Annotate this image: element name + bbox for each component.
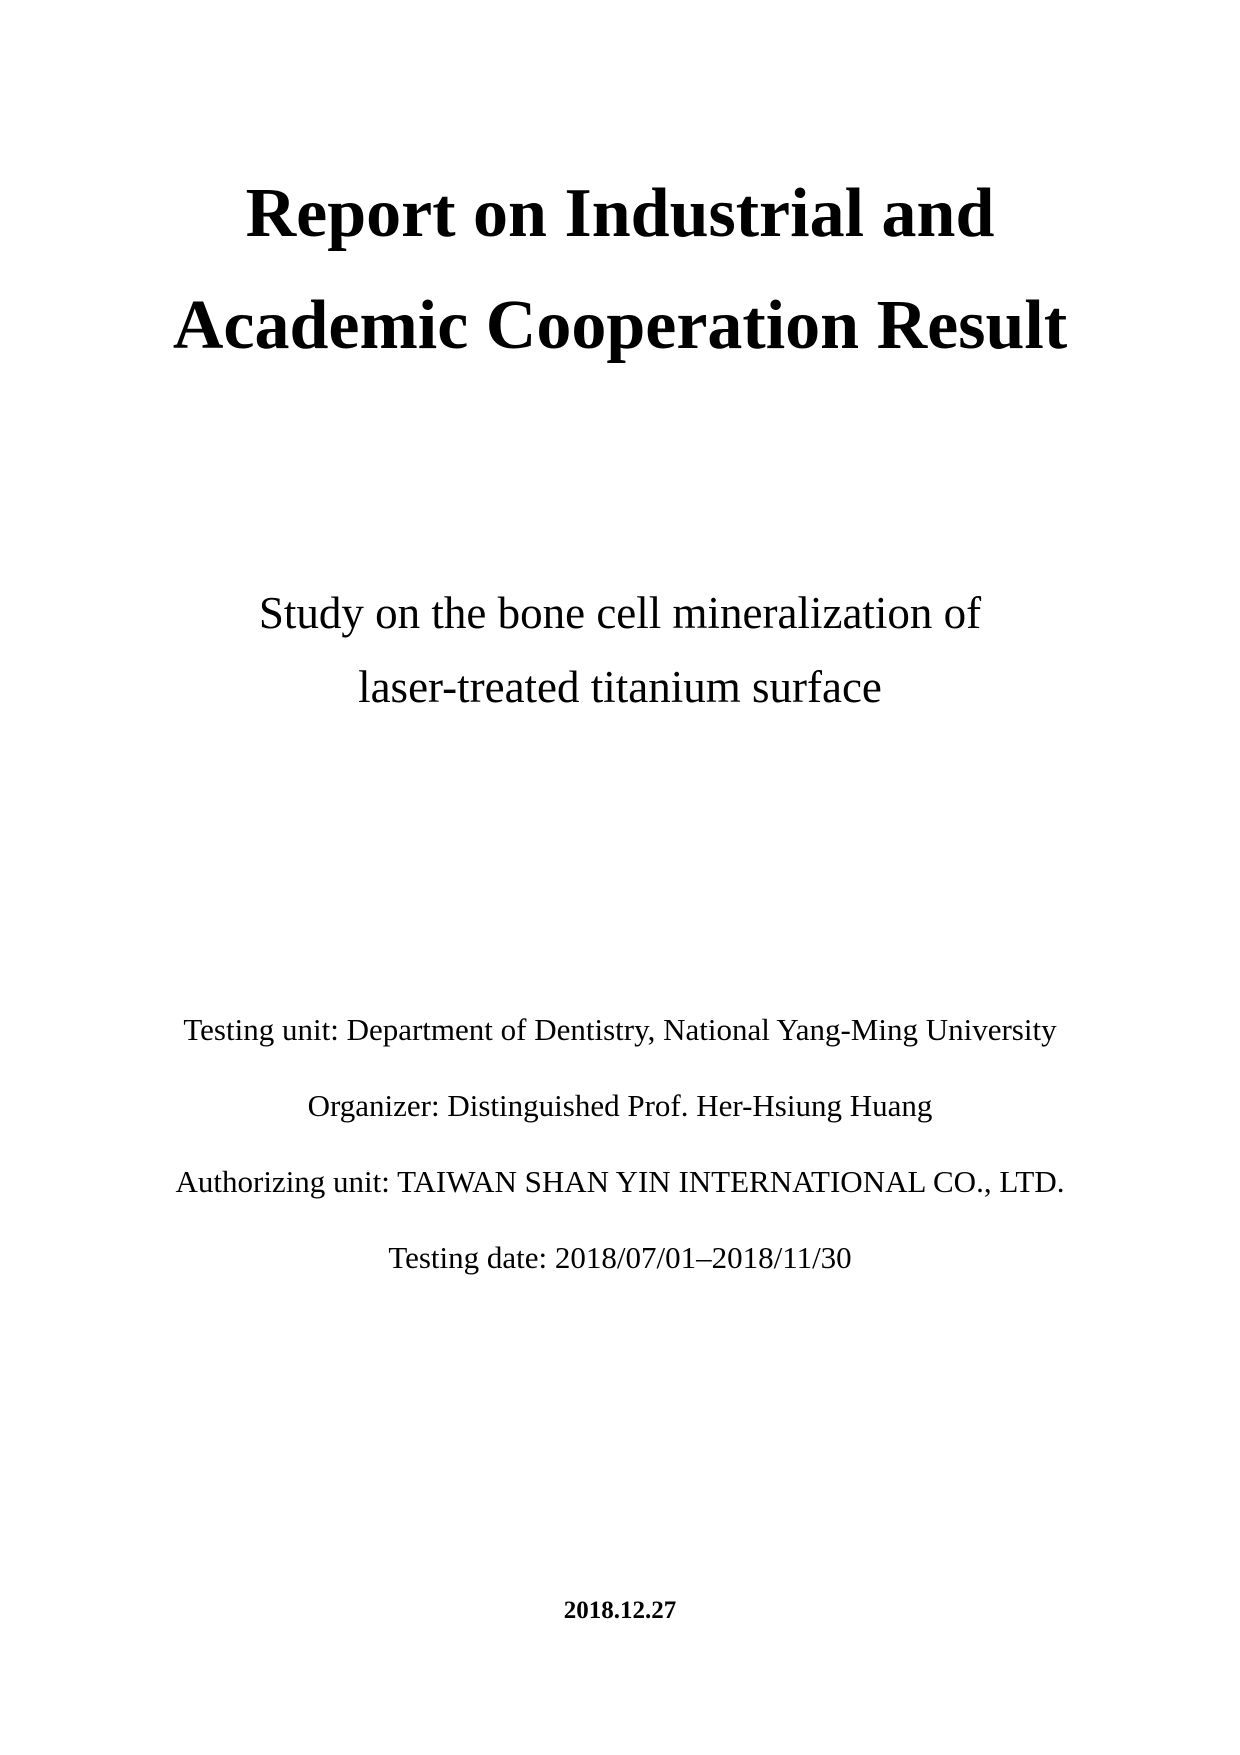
study-subtitle-line-1: Study on the bone cell mineralization of [258,588,982,638]
testing-unit-line: Testing unit: Department of Dentistry, National Yang-Ming University [183,1012,1057,1047]
report-title-line-2: Academic Cooperation Result [172,287,1068,364]
report-title-line-1: Report on Industrial and [245,175,995,252]
study-subtitle-line-2: laser-treated titanium surface [358,662,882,712]
study-subtitle [0,576,1240,724]
report-info [0,992,1240,1296]
organizer-line: Organizer: Distinguished Prof. Her-Hsiung Huang [307,1088,933,1123]
authorizing-unit-line: Authorizing unit: TAIWAN SHAN YIN INTERNATIONAL CO., LTD. [175,1164,1065,1199]
report-date: 2018.12.27 [563,1597,677,1624]
testing-date-line: Testing date: 2018/07/01–2018/11/30 [388,1240,852,1275]
report-title [0,158,1240,382]
